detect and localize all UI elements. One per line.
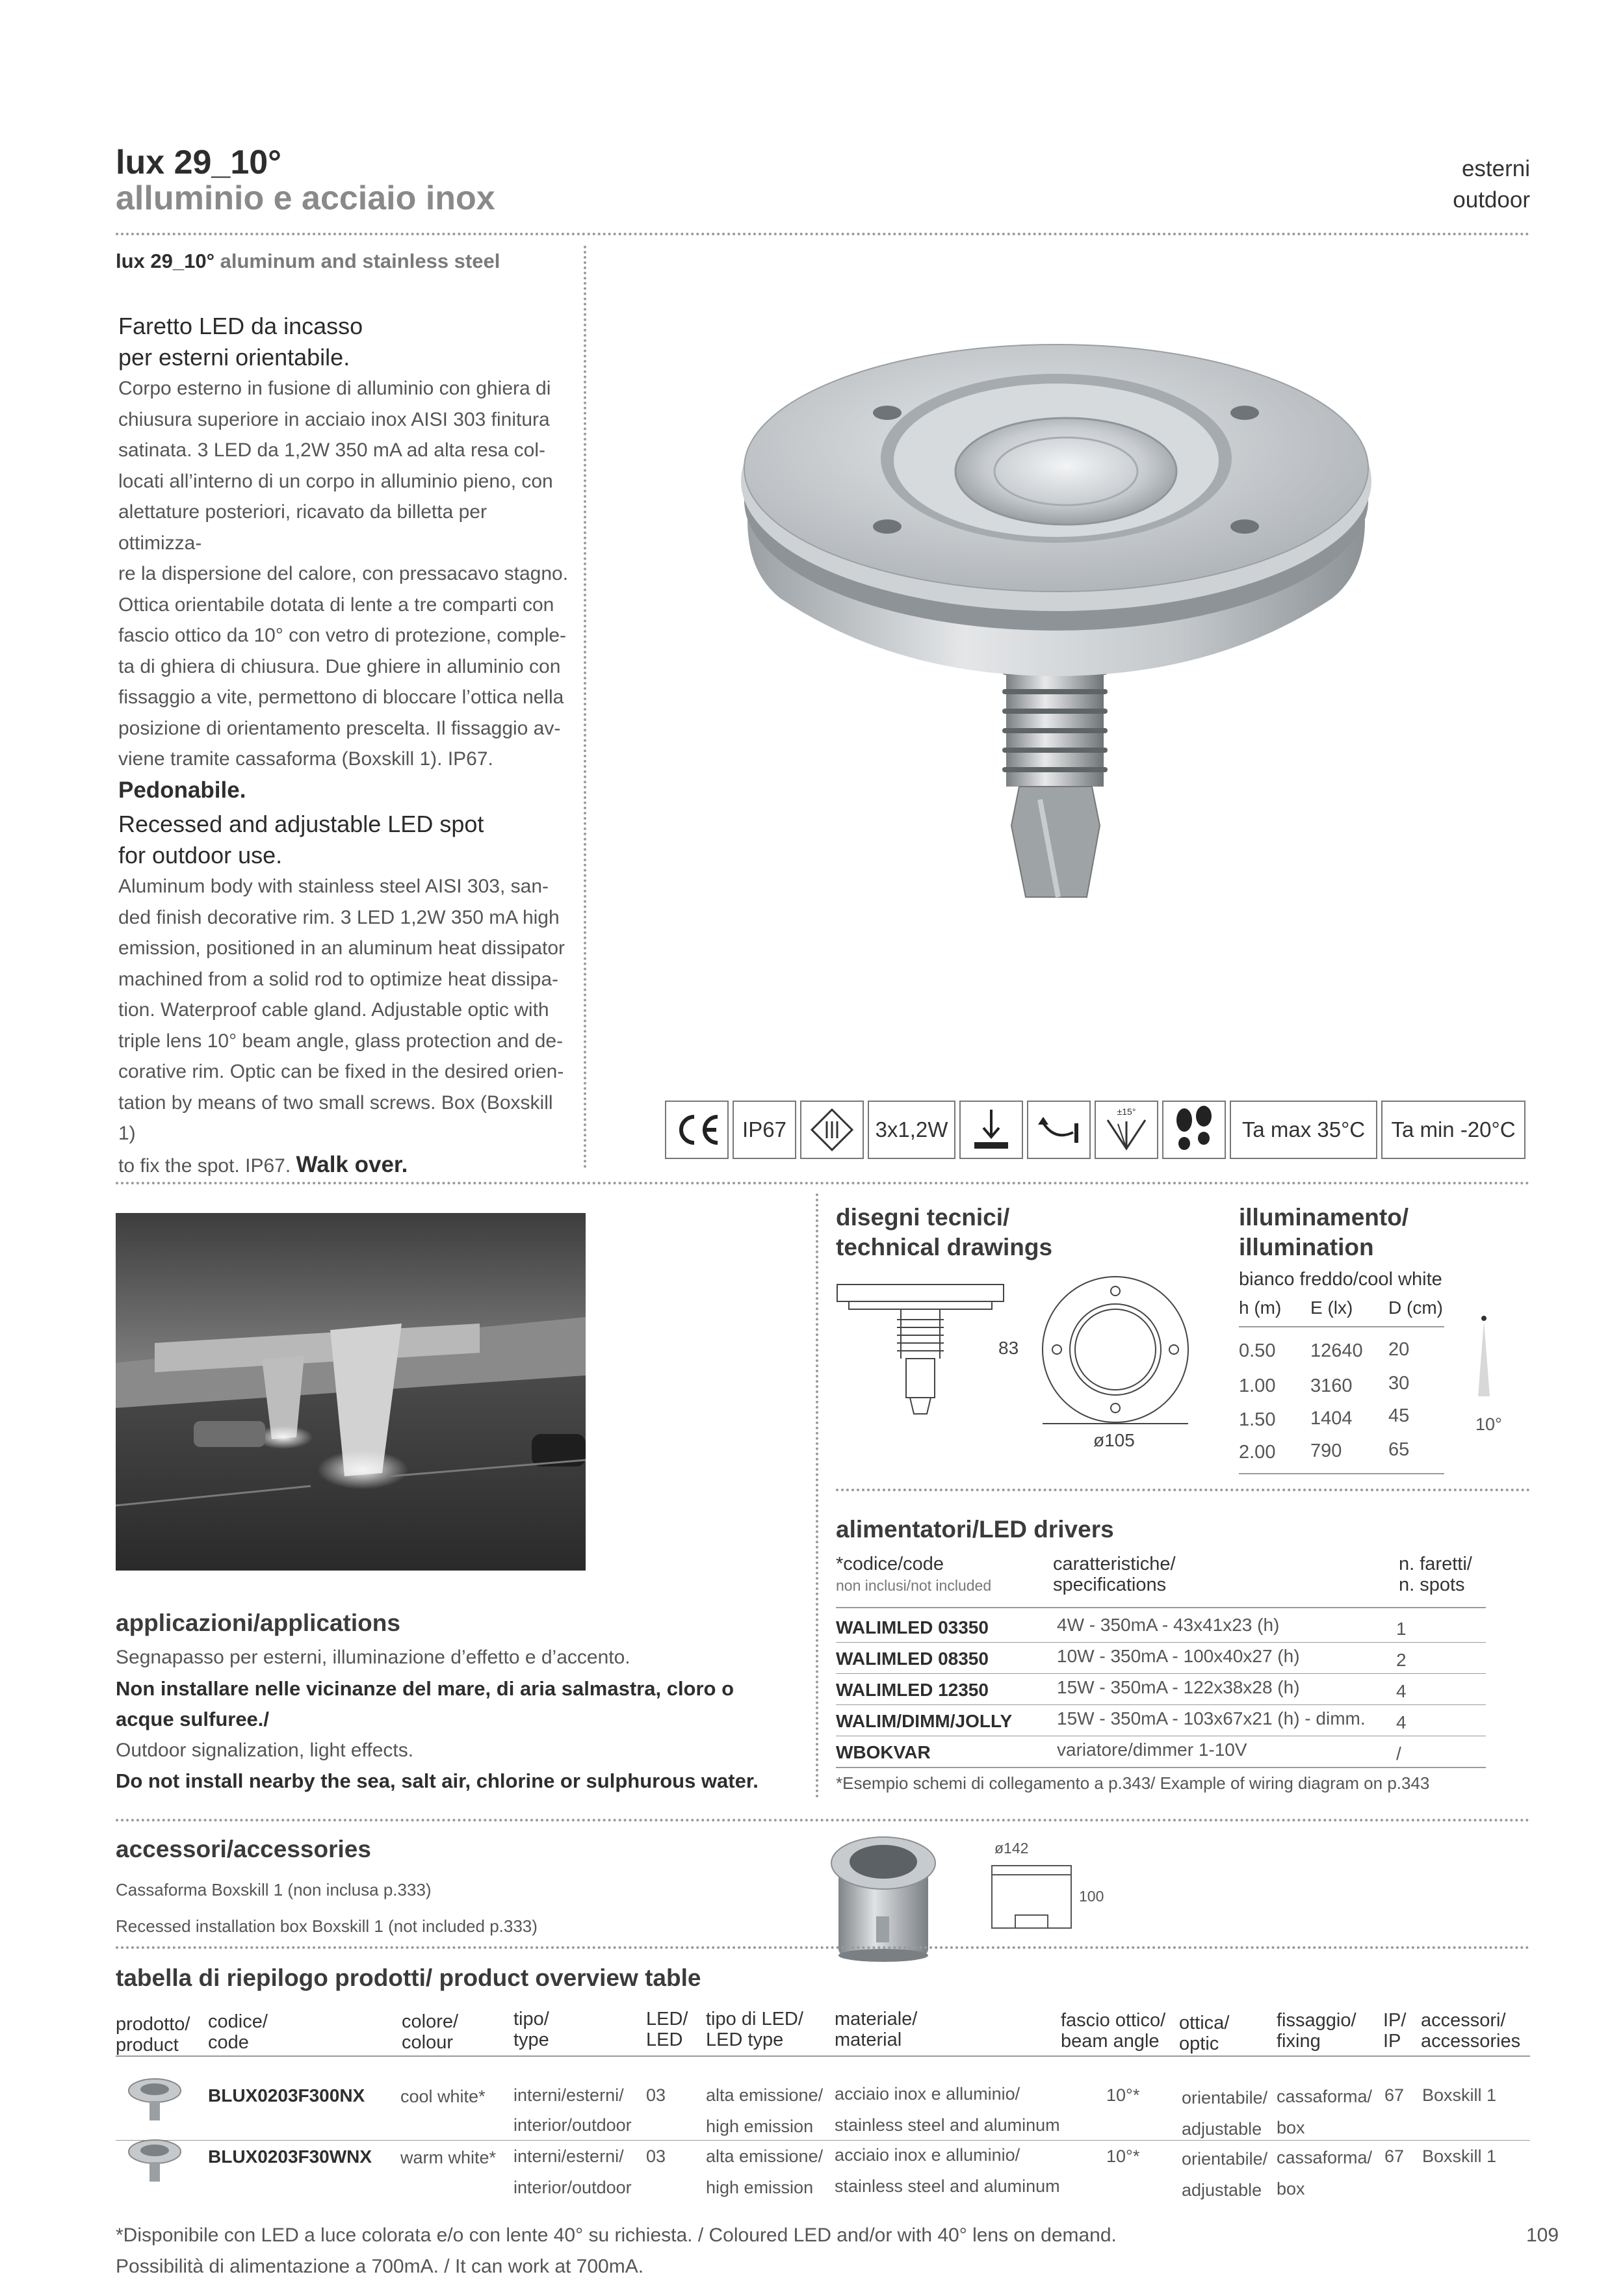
ov-accessories: Boxskill 1 xyxy=(1422,2085,1497,2105)
driver-row xyxy=(836,1680,989,1701)
driver-row-rule xyxy=(836,1673,1486,1674)
applications-heading: applicazioni/applications xyxy=(116,1610,400,1636)
ov-header-beam xyxy=(1061,2010,1165,2052)
description-line: triple lens 10° beam angle, glass protection and de- xyxy=(118,1030,564,1052)
drivers-col-code-sub: non inclusi/not included xyxy=(836,1577,992,1594)
ov-optic-1: orientabile/ xyxy=(1182,2149,1268,2169)
product-photo xyxy=(702,286,1417,923)
ov-header-accessories-1: accessori/ xyxy=(1421,2010,1506,2031)
ov-led: 03 xyxy=(646,2085,666,2105)
ov-header-beam-2: beam angle xyxy=(1061,2031,1160,2052)
overview-header-rule xyxy=(116,2055,1530,2057)
driver-code: WALIMLED 08350 xyxy=(836,1649,989,1669)
description-en-body xyxy=(118,871,573,1181)
beam-angle-label: 10° xyxy=(1475,1415,1502,1434)
drivers-col-code: *codice/code xyxy=(836,1554,944,1574)
driver-code: WALIMLED 03350 xyxy=(836,1617,989,1637)
section-divider xyxy=(836,1489,1530,1491)
ov-fixing-2: box xyxy=(1277,2179,1305,2198)
applications-line: Segnapasso per esterni, illuminazione d’effetto e d’accento. xyxy=(116,1647,630,1668)
description-line: Ottica orientabile dotata di lente a tre comparti con xyxy=(118,594,554,616)
applications-warning-it-1: Non installare nelle vicinanze del mare, di aria salmastra, cloro o xyxy=(116,1676,734,1700)
driver-spec: 10W - 350mA - 100x40x27 (h) xyxy=(1057,1646,1300,1666)
drawings-heading-2: technical drawings xyxy=(836,1234,1053,1260)
ov-header-optic xyxy=(1179,2013,1229,2054)
tilt-angle-icon xyxy=(1104,1116,1149,1153)
footer-note-1: *Disponibile con LED a luce colorata e/o con lente 40° su richiesta. / Coloured LED and/or with 40° lens on demand. xyxy=(116,2224,1117,2246)
description-line: satinata. 3 LED da 1,2W 350 mA ad alta resa col- xyxy=(118,439,546,461)
driver-code: WALIMLED 12350 xyxy=(836,1680,989,1700)
description-line: tation by means of two small screws. Box (Boxskill 1) xyxy=(118,1091,553,1144)
driver-row-rule xyxy=(836,1704,1486,1705)
driver-code: WALIM/DIMM/JOLLY xyxy=(836,1711,1013,1731)
illum-row-d: 45 xyxy=(1388,1405,1410,1426)
description-it-body xyxy=(118,373,573,775)
ov-header-product-1: prodotto/ xyxy=(116,2014,190,2035)
ov-header-material xyxy=(835,2009,917,2050)
power-text: 3x1,2W xyxy=(875,1117,948,1141)
product-subtitle: alluminio e acciaio inox xyxy=(116,179,495,217)
section-divider xyxy=(116,1182,1530,1184)
description-line: fissaggio a vite, permettono di bloccare l’ottica nella xyxy=(118,686,564,708)
drivers-col-spec-1: caratteristiche/ xyxy=(1053,1554,1176,1574)
column-divider xyxy=(584,246,586,1169)
ov-header-code xyxy=(208,2011,268,2053)
driver-row xyxy=(836,1617,989,1638)
english-subtitle-rest: aluminum and stainless steel xyxy=(214,250,500,272)
driver-spots: / xyxy=(1396,1743,1401,1764)
category-it: esterni xyxy=(1461,156,1530,181)
illumination-heading-1: illuminamento/ xyxy=(1239,1204,1409,1231)
description-line: corative rim. Optic can be fixed in the desired orien- xyxy=(118,1061,564,1082)
description-line: fascio ottico da 10° con vetro di protezione, comple- xyxy=(118,625,567,646)
ov-header-material-1: materiale/ xyxy=(835,2009,918,2029)
driver-spots: 4 xyxy=(1396,1712,1407,1732)
english-subtitle-bold: lux 29_10° xyxy=(116,250,215,272)
ov-beam: 10°* xyxy=(1106,2146,1140,2166)
ov-type-2: interior/outdoor xyxy=(513,2178,632,2197)
description-line: tion. Waterproof cable gland. Adjustable optic with xyxy=(118,999,549,1021)
accessories-en: Recessed installation box Boxskill 1 (not included p.333) xyxy=(116,1916,538,1936)
illumination-subtitle: bianco freddo/cool white xyxy=(1239,1269,1442,1290)
ov-header-type-1: tipo/ xyxy=(513,2009,549,2029)
ov-fixing-2: box xyxy=(1277,2118,1305,2137)
english-subtitle xyxy=(116,250,500,273)
power-box xyxy=(868,1101,955,1159)
ov-header-fixing-1: fissaggio/ xyxy=(1277,2010,1357,2031)
driver-spec: 4W - 350mA - 43x41x23 (h) xyxy=(1057,1615,1280,1635)
box-drawing xyxy=(989,1863,1074,1931)
ov-header-colour-2: colour xyxy=(402,2032,453,2053)
illum-header-h: h (m) xyxy=(1239,1298,1282,1318)
ov-header-led xyxy=(646,2009,688,2050)
applications-line-en: Outdoor signalization, light effects. xyxy=(116,1739,414,1761)
illum-row-h: 1.00 xyxy=(1239,1376,1276,1396)
drivers-heading: alimentatori/LED drivers xyxy=(836,1516,1114,1543)
ov-accessories: Boxskill 1 xyxy=(1422,2146,1497,2166)
ov-beam: 10°* xyxy=(1106,2085,1140,2105)
description-line-last xyxy=(118,1149,573,1182)
ov-ledtype-1: alta emissione/ xyxy=(706,2146,824,2166)
description-line: Corpo esterno in fusione di alluminio con ghiera di xyxy=(118,378,551,399)
ov-header-ledtype xyxy=(706,2009,803,2050)
illum-header-rule xyxy=(1239,1326,1444,1327)
description-line: ded finish decorative rim. 3 LED 1,2W 350 mA high xyxy=(118,906,560,928)
driver-spots: 4 xyxy=(1396,1681,1407,1701)
section-divider xyxy=(116,1946,1530,1949)
application-photo xyxy=(116,1213,586,1571)
ov-type-1: interni/esterni/ xyxy=(513,2085,624,2105)
drawings-heading-1: disegni tecnici/ xyxy=(836,1204,1010,1231)
description-line: machined from a solid rod to optimize heat dissipa- xyxy=(118,968,558,990)
description-line: emission, positioned in an aluminum heat dissipator xyxy=(118,937,565,959)
ce-mark-icon xyxy=(665,1101,729,1159)
description-line: ta di ghiera di chiusura. Due ghiere in alluminio con xyxy=(118,655,561,677)
drivers-bottom-rule xyxy=(836,1767,1486,1768)
driver-spec: variatore/dimmer 1-10V xyxy=(1057,1740,1247,1760)
product-thumbnail-icon xyxy=(127,2139,182,2185)
illum-header-e: E (lx) xyxy=(1310,1298,1353,1318)
page-number: 109 xyxy=(1526,2224,1559,2246)
illum-row-d: 65 xyxy=(1388,1439,1410,1460)
ov-optic-2: adjustable xyxy=(1182,2180,1262,2200)
ov-header-led-1: LED/ xyxy=(646,2009,688,2029)
applications-body xyxy=(116,1642,805,1797)
ov-ledtype-1: alta emissione/ xyxy=(706,2085,824,2105)
side-view-drawing xyxy=(836,1281,1005,1417)
illum-row-e: 3160 xyxy=(1310,1376,1353,1396)
drivers-note: *Esempio schemi di collegamento a p.343/ Example of wiring diagram on p.343 xyxy=(836,1773,1430,1793)
drivers-col-spots-2: n. spots xyxy=(1399,1574,1465,1595)
ov-material-2: stainless steel and aluminum xyxy=(835,2115,1060,2135)
ov-header-beam-1: fascio ottico/ xyxy=(1061,2010,1166,2031)
ov-header-optic-2: optic xyxy=(1179,2033,1219,2054)
top-view-drawing xyxy=(1039,1273,1192,1426)
overview-row-rule xyxy=(116,2140,1530,2141)
ov-header-fixing-2: fixing xyxy=(1277,2031,1321,2052)
section-divider xyxy=(116,1819,1530,1821)
column-divider xyxy=(816,1194,818,1798)
ov-ip: 67 xyxy=(1384,2146,1405,2166)
drivers-header-rule xyxy=(836,1607,1486,1608)
drawing-height: 83 xyxy=(998,1338,1019,1358)
ov-header-ip-2: IP xyxy=(1383,2031,1401,2052)
ov-material-1: acciaio inox e alluminio/ xyxy=(835,2145,1020,2165)
ov-header-ip xyxy=(1383,2010,1406,2052)
ov-header-optic-1: ottica/ xyxy=(1179,2013,1230,2033)
ov-header-colour xyxy=(402,2011,458,2053)
ov-optic-2: adjustable xyxy=(1182,2119,1262,2139)
ip-rating-box xyxy=(733,1101,796,1159)
ov-optic-1: orientabile/ xyxy=(1182,2088,1268,2107)
illum-row-e: 1404 xyxy=(1310,1408,1353,1429)
ov-led: 03 xyxy=(646,2146,666,2166)
description-en xyxy=(118,809,573,1181)
description-it-heading-2: per esterni orientabile. xyxy=(118,344,350,371)
ov-header-type-2: type xyxy=(513,2029,549,2050)
driver-row xyxy=(836,1649,989,1669)
box-height: 100 xyxy=(1079,1888,1104,1905)
drivers-col-spec-2: specifications xyxy=(1053,1574,1167,1595)
adjustable-icon xyxy=(1027,1101,1091,1159)
accessories-it: Cassaforma Boxskill 1 (non inclusa p.333) xyxy=(116,1880,432,1899)
illum-row-h: 1.50 xyxy=(1239,1409,1276,1430)
ov-header-type xyxy=(513,2009,549,2050)
description-line: alettature posteriori, ricavato da billetta per ottimizza- xyxy=(118,501,487,554)
illum-row-e: 790 xyxy=(1310,1441,1342,1461)
class-iii-icon xyxy=(800,1101,864,1159)
ov-ledtype-2: high emission xyxy=(706,2117,814,2136)
illum-row-d: 20 xyxy=(1388,1339,1410,1360)
ov-header-code-1: codice/ xyxy=(208,2011,268,2032)
description-it-heading-1: Faretto LED da incasso xyxy=(118,313,363,339)
driver-spec: 15W - 350mA - 103x67x21 (h) - dimm. xyxy=(1057,1708,1366,1729)
footer-note-2: Possibilità di alimentazione a 700mA. / It can work at 700mA. xyxy=(116,2256,644,2277)
drivers-col-spots xyxy=(1399,1554,1472,1595)
ta-max-box xyxy=(1230,1101,1377,1159)
applications-warning-it-2: acque sulfuree./ xyxy=(116,1708,270,1730)
ov-ip: 67 xyxy=(1384,2085,1405,2105)
applications-warning-en: Do not install nearby the sea, salt air, chlorine or sulphurous water. xyxy=(116,1769,759,1792)
ov-material-1: acciaio inox e alluminio/ xyxy=(835,2084,1020,2104)
ov-material-2: stainless steel and aluminum xyxy=(835,2176,1060,2196)
illumination-heading xyxy=(1239,1203,1409,1262)
description-it xyxy=(118,311,573,806)
illum-header-d: D (cm) xyxy=(1388,1298,1443,1318)
ov-header-product xyxy=(116,2014,190,2055)
description-last-text: to fix the spot. IP67. xyxy=(118,1155,291,1177)
beam-cone-icon xyxy=(1473,1313,1495,1398)
illum-row-e: 12640 xyxy=(1310,1340,1363,1361)
ov-header-ledtype-1: tipo di LED/ xyxy=(706,2009,803,2029)
description-line: chiusura superiore in acciaio inox AISI 303 finitura xyxy=(118,408,550,430)
ov-header-code-2: code xyxy=(208,2032,249,2053)
illum-row-d: 30 xyxy=(1388,1373,1410,1394)
ov-header-led-2: LED xyxy=(646,2029,683,2050)
ov-type-1: interni/esterni/ xyxy=(513,2146,624,2166)
ov-code: BLUX0203F300NX xyxy=(208,2085,365,2106)
header-divider xyxy=(116,233,1530,235)
ov-header-fixing xyxy=(1277,2010,1357,2052)
description-en-heading-2: for outdoor use. xyxy=(118,842,283,868)
illum-row-h: 2.00 xyxy=(1239,1442,1276,1463)
ip-rating-text: IP67 xyxy=(742,1117,786,1141)
tilt-angle-text: ±15° xyxy=(1117,1106,1136,1117)
walkable-it: Pedonabile. xyxy=(118,777,246,803)
driver-row-rule xyxy=(836,1642,1486,1643)
box-diameter: ø142 xyxy=(994,1840,1029,1857)
ov-code: BLUX0203F30WNX xyxy=(208,2146,372,2167)
drivers-col-spots-1: n. faretti/ xyxy=(1399,1554,1472,1574)
driver-spec: 15W - 350mA - 122x38x28 (h) xyxy=(1057,1677,1300,1697)
ov-colour: warm white* xyxy=(400,2148,497,2167)
drivers-col-spec xyxy=(1053,1554,1176,1595)
ov-fixing-1: cassaforma/ xyxy=(1277,2148,1373,2167)
ov-header-ledtype-2: LED type xyxy=(706,2029,784,2050)
description-line: locati all’interno di un corpo in alluminio pieno, con xyxy=(118,470,553,492)
boxskill-photo xyxy=(831,1825,936,1962)
walk-over-icon xyxy=(1162,1101,1226,1159)
description-en-heading-1: Recessed and adjustable LED spot xyxy=(118,811,484,837)
ov-header-material-2: material xyxy=(835,2029,902,2050)
product-thumbnail-icon xyxy=(127,2078,182,2124)
product-title: lux 29_10° xyxy=(116,144,281,181)
illumination-heading-2: illumination xyxy=(1239,1234,1374,1260)
ov-fixing-1: cassaforma/ xyxy=(1277,2087,1373,2106)
ov-header-ip-1: IP/ xyxy=(1383,2010,1407,2031)
ov-ledtype-2: high emission xyxy=(706,2178,814,2197)
tilt-angle-box xyxy=(1095,1101,1158,1159)
ta-min-box xyxy=(1381,1101,1526,1159)
ov-header-colour-1: colore/ xyxy=(402,2011,459,2032)
ov-colour: cool white* xyxy=(400,2087,486,2106)
driver-row xyxy=(836,1711,1012,1732)
ov-type-2: interior/outdoor xyxy=(513,2115,632,2135)
description-line: posizione di orientamento prescelta. Il fissaggio av- xyxy=(118,717,561,739)
accessories-heading: accessori/accessories xyxy=(116,1836,371,1862)
driver-spots: 2 xyxy=(1396,1650,1407,1670)
category-en: outdoor xyxy=(1453,187,1530,213)
ov-header-accessories-2: accessories xyxy=(1421,2031,1521,2052)
illum-row-h: 0.50 xyxy=(1239,1340,1276,1361)
ov-header-accessories xyxy=(1421,2010,1520,2052)
walkable-en: Walk over. xyxy=(296,1151,408,1177)
description-line: Aluminum body with stainless steel AISI 303, san- xyxy=(118,876,549,897)
driver-spots: 1 xyxy=(1396,1619,1407,1639)
description-line: re la dispersione del calore, con pressacavo stagno. xyxy=(118,563,569,584)
ta-min-text: Ta min -20°C xyxy=(1391,1117,1516,1141)
drawings-heading xyxy=(836,1203,1052,1262)
description-line: viene tramite cassaforma (Boxskill 1). IP67. xyxy=(118,748,493,770)
overview-heading: tabella di riepilogo prodotti/ product overview table xyxy=(116,1964,701,1991)
ta-max-text: Ta max 35°C xyxy=(1241,1117,1366,1141)
ov-header-product-2: product xyxy=(116,2035,179,2055)
drawing-diameter: ø105 xyxy=(1093,1430,1135,1450)
recessed-icon xyxy=(959,1101,1023,1159)
driver-code: WBOKVAR xyxy=(836,1742,931,1762)
driver-row xyxy=(836,1742,931,1763)
illum-bottom-rule xyxy=(1239,1473,1444,1474)
